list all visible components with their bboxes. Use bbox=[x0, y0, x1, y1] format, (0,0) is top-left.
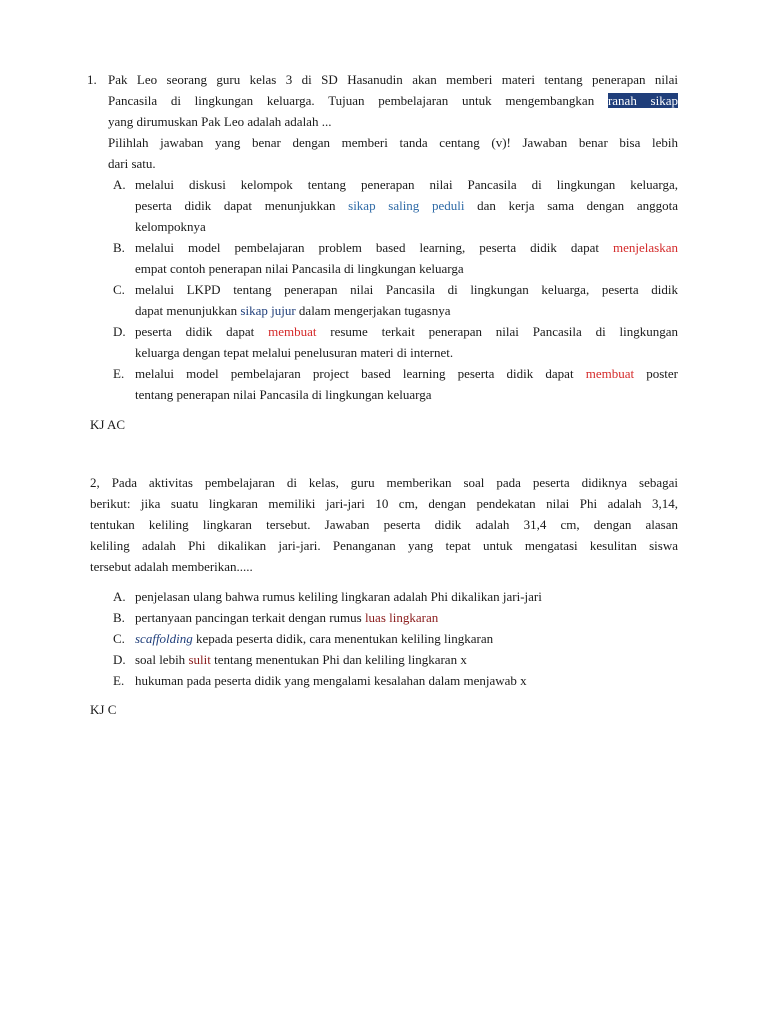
q1-answer-key: KJ AC bbox=[90, 417, 126, 432]
q1-option-d-line-2: keluarga dengan tepat melalui penelusuran materi di internet. bbox=[135, 345, 454, 360]
q1-option-c: C. melalui LKPD tentang penerapan nilai Pancasila di lingkungan keluarga, peserta didik bbox=[135, 279, 678, 300]
q1-option-a-line-3: kelompoknya bbox=[135, 219, 206, 234]
keyword-scaffolding: scaffolding bbox=[135, 631, 193, 646]
option-letter: C. bbox=[113, 282, 125, 297]
option-letter: E. bbox=[113, 366, 125, 381]
option-letter: E. bbox=[113, 673, 125, 688]
q2-option-d: D. soal lebih sulit tentang menentukan Phi dan keliling lingkaran x bbox=[135, 649, 678, 670]
q2-option-c: C. scaffolding kepada peserta didik, cara menentukan keliling lingkaran bbox=[135, 628, 678, 649]
q1-option-c-line-2: dapat menunjukkan sikap jujur dalam mengerjakan tugasnya bbox=[135, 303, 451, 318]
option-letter: D. bbox=[113, 324, 126, 339]
q1-option-a: A. melalui diskusi kelompok tentang penerapan nilai Pancasila di lingkungan keluarga, bbox=[135, 174, 678, 195]
keyword-menjelaskan: menjelaskan bbox=[613, 240, 679, 255]
option-letter: C. bbox=[113, 631, 125, 646]
keyword-sikap-saling-peduli: sikap saling peduli bbox=[348, 198, 465, 213]
keyword-luas-lingkaran: luas lingkaran bbox=[364, 610, 439, 625]
keyword-membuat: membuat bbox=[585, 366, 635, 381]
q1-stem-line-1: 1. Pak Leo seorang guru kelas 3 di SD Hasanudin akan memberi materi tentang penerapan nilai bbox=[108, 69, 678, 90]
q2-option-a: A. penjelasan ulang bahwa rumus keliling lingkaran adalah Phi dikalikan jari-jari bbox=[135, 586, 678, 607]
q1-stem-line-2: Pancasila di lingkungan keluarga. Tujuan pembelajaran untuk mengembangkan ranah sikap bbox=[108, 93, 679, 108]
q1-option-e-line-2: tentang penerapan nilai Pancasila di lingkungan keluarga bbox=[135, 387, 432, 402]
q1-highlight-ranah-sikap: ranah sikap bbox=[607, 93, 679, 108]
q2-stem-line-4: keliling adalah Phi dikalikan jari-jari. Penanganan yang tepat untuk mengatasi kesulitan siswa bbox=[90, 538, 678, 553]
q1-option-b-line-2: empat contoh penerapan nilai Pancasila di lingkungan keluarga bbox=[135, 261, 464, 276]
q1-stem-line-3: yang dirumuskan Pak Leo adalah adalah ... bbox=[108, 114, 332, 129]
q2-options bbox=[90, 586, 678, 691]
question-2 bbox=[90, 472, 678, 577]
option-letter: B. bbox=[113, 240, 125, 255]
q1-option-a-line-2: peserta didik dapat menunjukkan sikap saling peduli dan kerja sama dengan anggota bbox=[135, 198, 678, 213]
keyword-sikap-jujur: sikap jujur bbox=[240, 303, 296, 318]
option-letter: D. bbox=[113, 652, 126, 667]
q2-stem-line-5: tersebut adalah memberikan..... bbox=[90, 559, 253, 574]
option-letter: A. bbox=[113, 589, 126, 604]
keyword-sulit: sulit bbox=[188, 652, 211, 667]
q2-stem-line-3: tentukan keliling lingkaran tersebut. Jawaban peserta didik adalah 31,4 cm, dengan alasan bbox=[90, 517, 678, 532]
q1-option-b: B. melalui model pembelajaran problem based learning, peserta didik dapat menjelaskan bbox=[135, 237, 678, 258]
q1-instruction-line-1: Pilihlah jawaban yang benar dengan memberi tanda centang (v)! Jawaban benar bisa lebih bbox=[108, 135, 678, 150]
q2-option-b: B. pertanyaan pancingan terkait dengan rumus luas lingkaran bbox=[135, 607, 678, 628]
q1-number: 1. bbox=[87, 72, 97, 87]
option-letter: B. bbox=[113, 610, 125, 625]
q1-instruction-line-2: dari satu. bbox=[108, 156, 156, 171]
q1-option-e: E. melalui model pembelajaran project based learning peserta didik dapat membuat poster bbox=[135, 363, 678, 384]
q1-option-d: D. peserta didik dapat membuat resume terkait penerapan nilai Pancasila di lingkungan bbox=[135, 321, 678, 342]
q2-stem-line-2: berikut: jika suatu lingkaran memiliki jari-jari 10 cm, dengan pendekatan nilai Phi adalah 3,14, bbox=[90, 496, 678, 511]
question-1 bbox=[87, 69, 679, 405]
option-letter: A. bbox=[113, 177, 126, 192]
q2-answer-key: KJ C bbox=[90, 702, 117, 717]
q2-option-e: E. hukuman pada peserta didik yang mengalami kesalahan dalam menjawab x bbox=[135, 670, 678, 691]
keyword-membuat: membuat bbox=[268, 324, 317, 339]
q2-stem-line-1: 2, Pada aktivitas pembelajaran di kelas, guru memberikan soal pada peserta didiknya sebagai bbox=[90, 475, 678, 490]
